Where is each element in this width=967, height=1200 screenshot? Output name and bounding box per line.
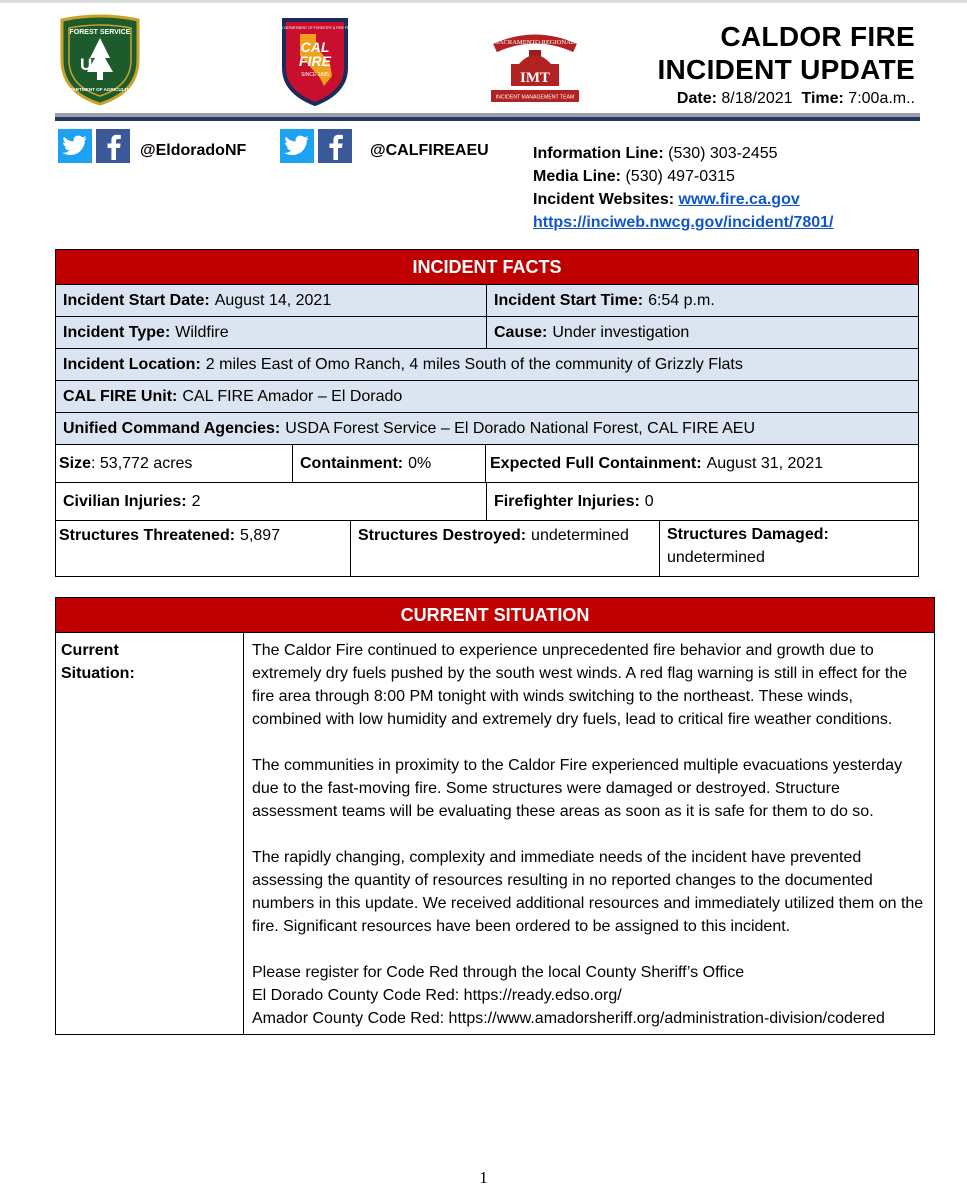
incident-start-date-label: Incident Start Date: [63,291,210,309]
full-containment-value: August 31, 2021 [706,454,824,472]
code-red-intro: Please register for Code Red through the local County Sheriff’s Office [252,964,745,981]
current-situation-label [56,633,244,1034]
unified-command-label: Unified Command Agencies: [63,419,281,437]
contact-info [533,142,834,234]
facts-row-start [56,285,918,317]
structures-damaged-cell [660,521,918,576]
facts-row-structures [56,521,918,576]
cf-logo-name-2: FIRE [299,53,331,69]
current-situation-text [244,633,934,1034]
cal-fire-logo [262,16,368,106]
twitter-icon[interactable] [58,129,92,163]
time-label: Time: [801,90,844,107]
date-time-line [657,90,915,108]
eldorado-handle[interactable]: @EldoradoNF [140,142,247,159]
information-line [533,142,834,165]
code-red-amador: Amador County Code Red: https://www.amadorsheriff.org/administration-division/codered [252,1010,885,1027]
size-value: : 53,772 acres [91,454,193,472]
incident-location-cell [56,349,918,380]
information-line-value: (530) 303-2455 [668,145,778,162]
fs-logo-top-text: FOREST SERVICE [69,29,131,36]
cf-logo-since: SINCE 1885 [301,72,329,78]
code-red-el-dorado: El Dorado County Code Red: https://ready.edso.org/ [252,987,622,1004]
containment-label: Containment: [300,454,404,472]
title-line-1: CALDOR FIRE [720,21,915,52]
time-value: 7:00a.m.. [848,90,915,107]
imt-logo-bottom-text: INCIDENT MANAGEMENT TEAM [495,94,575,101]
incident-websites [533,188,834,211]
structures-damaged-value: undetermined [667,549,765,566]
cf-logo-name-1: CAL [300,39,330,55]
social-calfire [280,129,489,163]
civilian-injuries-value: 2 [191,492,201,510]
situation-label-line-1: Current [61,642,119,659]
facebook-icon[interactable] [318,129,352,163]
page-number: 1 [479,1168,488,1187]
containment-cell [293,445,486,482]
cause-value: Under investigation [552,323,690,341]
firefighter-injuries-value: 0 [644,492,654,510]
firefighter-injuries-label: Firefighter Injuries: [494,492,640,510]
situation-label-line-2: Situation: [61,665,135,682]
structures-threatened-label: Structures Threatened: [59,527,236,544]
situation-paragraph-3: The rapidly changing, complexity and immediate needs of the incident have prevented assessing the quantity of resources resulting in no reported changes to the documented numbers in this update. We received additional resources and immediately utilized them on the fire. Significant resources have been ordered to be assigned to this incident. [252,849,924,935]
cal-fire-unit-cell [56,381,918,412]
facts-row-size [56,445,918,483]
incident-type-value: Wildfire [175,323,229,341]
structures-damaged-label: Structures Damaged: [667,526,829,543]
page-top-border [0,0,967,3]
current-situation-table [55,597,935,1035]
facts-row-unit [56,381,918,413]
civilian-injuries-label: Civilian Injuries: [63,492,187,510]
unified-command-cell [56,413,918,444]
fs-logo-initials: US [80,55,104,74]
facts-row-location [56,349,918,381]
unified-command-value: USDA Forest Service – El Dorado National Forest, CAL FIRE AEU [285,419,756,437]
size-label: Size [59,454,92,472]
cal-fire-unit-label: CAL FIRE Unit: [63,387,178,405]
situation-paragraph-2: The communities in proximity to the Caldor Fire experienced multiple evacuations yesterday due to the fast-moving fire. Some structures were damaged or destroyed. Structure assessment teams will be evaluating these areas as soon as it is safe for them to do so. [252,757,903,820]
imt-logo-center-text: IMT [520,70,550,86]
incident-start-time-value: 6:54 p.m. [648,291,715,309]
containment-value: 0% [408,454,432,472]
incident-location-value: 2 miles East of Omo Ranch, 4 miles South of the community of Grizzly Flats [205,355,743,373]
situation-paragraph-1: The Caldor Fire continued to experience unprecedented fire behavior and growth due to extremely dry fuels pushed by the south west winds. A red flag warning is still in effect for the fire area through 8:00 PM tonight with winds switching to the northeast. These winds, combined with low humidity and extremely dry fuels, lead to critical fire weather conditions. [252,642,908,728]
full-containment-label: Expected Full Containment: [490,454,702,472]
incident-facts-table [55,249,919,577]
incident-start-time-cell [487,285,918,316]
full-containment-cell [486,445,918,482]
media-line-label: Media Line: [533,168,622,185]
incident-type-label: Incident Type: [63,323,171,341]
media-line [533,165,834,188]
size-cell [56,445,293,482]
website-link-fire-ca-gov[interactable]: www.fire.ca.gov [678,191,800,208]
facts-row-type [56,317,918,349]
situation-paragraph-4 [252,961,926,1030]
incident-type-cell [56,317,487,348]
facts-row-injuries [56,483,918,521]
structures-destroyed-value: undetermined [531,527,629,544]
civilian-injuries-cell [56,483,487,520]
incident-start-date-value: August 14, 2021 [214,291,332,309]
date-value: 8/18/2021 [721,90,793,107]
cf-logo-top-text: CALIFORNIA DEPARTMENT OF FORESTRY & FIRE PROTECTION [262,26,368,30]
incident-start-date-cell [56,285,487,316]
imt-logo-top-text: SACRAMENTO REGIONAL [495,39,575,46]
cause-cell [487,317,918,348]
information-line-label: Information Line: [533,145,664,162]
sacramento-imt-logo [489,28,581,104]
structures-destroyed-cell [351,521,660,576]
structures-destroyed-label: Structures Destroyed: [358,527,527,544]
twitter-icon[interactable] [280,129,314,163]
incident-start-time-label: Incident Start Time: [494,291,644,309]
calfire-handle[interactable]: @CALFIREAEU [370,142,489,159]
cause-label: Cause: [494,323,548,341]
date-label: Date: [676,90,717,107]
incident-websites-label: Incident Websites: [533,191,675,208]
header-rule-navy [55,117,920,121]
firefighter-injuries-cell [487,483,918,520]
media-line-value: (530) 497-0315 [625,168,735,185]
incident-facts-heading: INCIDENT FACTS [56,250,918,285]
structures-threatened-cell [56,521,351,576]
current-situation-body [56,633,934,1034]
structures-threatened-value: 5,897 [240,527,281,544]
forest-service-logo [58,14,142,106]
website-link-inciweb[interactable]: https://inciweb.nwcg.gov/incident/7801/ [533,214,834,231]
title-line-2: INCIDENT UPDATE [657,54,915,85]
facts-row-agencies [56,413,918,445]
social-eldorado [58,129,246,163]
fs-logo-bottom-text: DEPARTMENT OF AGRICULTURE [63,87,137,92]
incident-location-label: Incident Location: [63,355,201,373]
cal-fire-unit-value: CAL FIRE Amador – El Dorado [182,387,403,405]
current-situation-heading: CURRENT SITUATION [56,598,934,633]
facebook-icon[interactable] [96,129,130,163]
document-title-block [657,20,915,108]
